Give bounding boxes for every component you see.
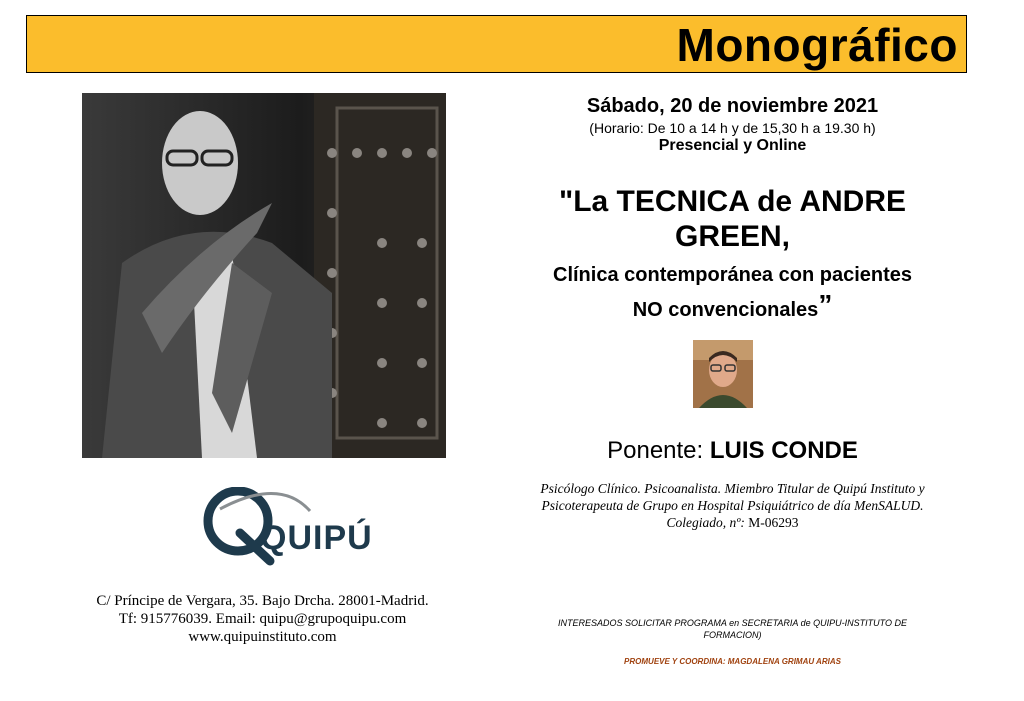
promueve-note: PROMUEVE Y COORDINA: MAGDALENA GRIMAU ARIAS bbox=[624, 657, 841, 666]
closing-quote: ” bbox=[818, 289, 833, 320]
interesados-line2: FORMACION) bbox=[703, 630, 762, 640]
logo-text: QUIPÚ bbox=[260, 519, 373, 557]
andre-green-photo bbox=[82, 93, 446, 458]
event-horario: (Horario: De 10 a 14 h y de 15,30 h a 19.30 h) bbox=[589, 120, 876, 136]
event-date: Sábado, 20 de noviembre 2021 bbox=[586, 95, 879, 117]
talk-title-line1: "La TECNICA de ANDRE bbox=[558, 185, 907, 218]
speaker-label: Ponente: bbox=[607, 437, 704, 464]
contact-block bbox=[60, 592, 465, 646]
speaker-bio bbox=[510, 480, 955, 531]
speaker-line bbox=[510, 437, 955, 465]
colegiado-value: M-06293 bbox=[748, 515, 799, 530]
colegiado-line bbox=[510, 514, 955, 531]
talk-title-line2: GREEN, bbox=[674, 220, 791, 253]
website-line: www.quipuinstituto.com bbox=[188, 629, 337, 645]
bio-line1: Psicólogo Clínico. Psicoanalista. Miembro Titular de Quipú Instituto y bbox=[540, 481, 925, 496]
interesados-note bbox=[510, 617, 955, 641]
title-banner bbox=[26, 15, 967, 73]
talk-subtitle-line2: NO convencionales bbox=[632, 299, 819, 321]
talk-title bbox=[510, 184, 955, 254]
luis-conde-photo bbox=[693, 340, 753, 408]
talk-subtitle-line1: Clínica contemporánea con pacientes bbox=[553, 264, 912, 286]
quipu-logo bbox=[200, 487, 373, 567]
colegiado-label: Colegiado, nº: bbox=[666, 515, 745, 530]
bio-line2: Psicoterapeuta de Grupo en Hospital Psiquiátrico de día MenSALUD. bbox=[541, 498, 924, 513]
talk-subtitle-line2-wrap bbox=[510, 290, 955, 325]
interesados-line1: INTERESADOS SOLICITAR PROGRAMA en SECRETARIA de QUIPU-INSTITUTO DE bbox=[558, 618, 907, 628]
address-line: C/ Príncipe de Vergara, 35. Bajo Drcha. 28001-Madrid. bbox=[96, 593, 429, 609]
talk-subtitle bbox=[510, 260, 955, 325]
event-modalidad: Presencial y Online bbox=[658, 137, 807, 154]
speaker-name: LUIS CONDE bbox=[709, 437, 858, 464]
banner-title: Monográfico bbox=[676, 19, 958, 71]
phone-email-line: Tf: 915776039. Email: quipu@grupoquipu.com bbox=[118, 611, 407, 627]
